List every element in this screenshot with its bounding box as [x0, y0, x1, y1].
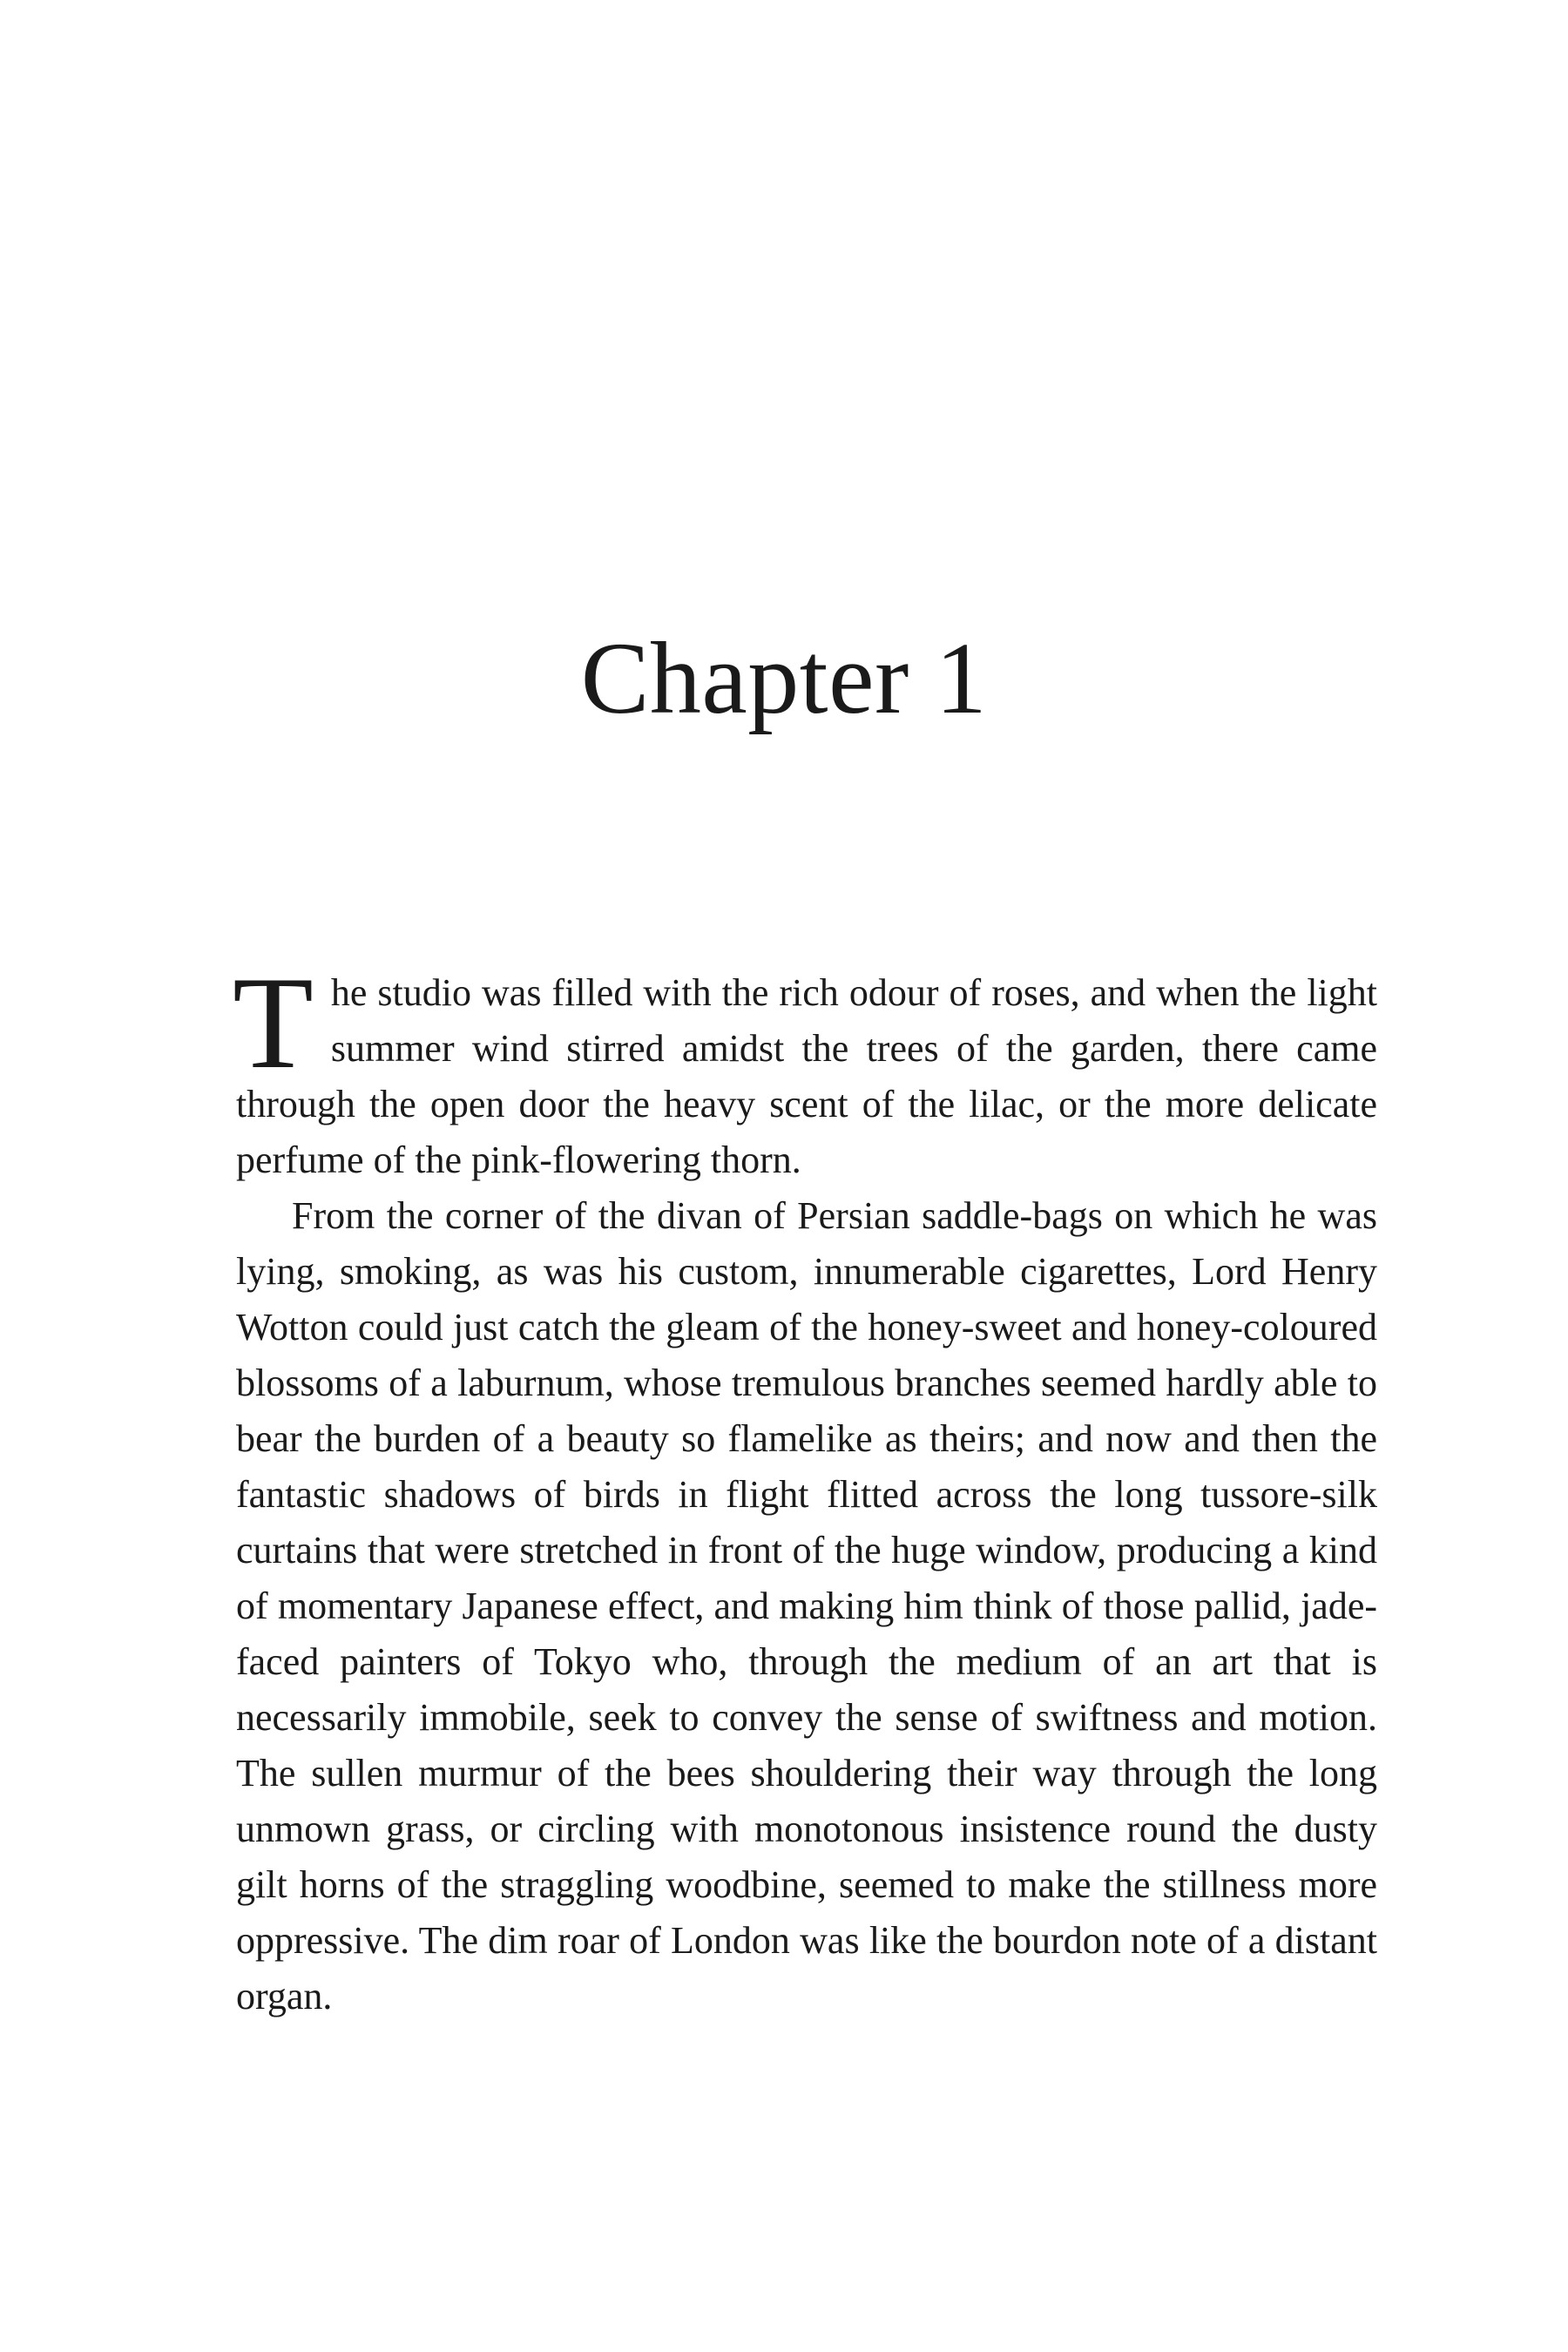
chapter-title: Chapter 1: [580, 621, 988, 735]
paragraph-opening-text: he studio was filled with the rich odour of roses, and when the light summer wind stirred amidst the trees of the garden, there came through the open door the heavy scent of the lilac, or the more delicate perfume of the pink-flowering thorn.: [236, 971, 1377, 1181]
paragraph-second-text: From the corner of the divan of Persian saddle-bags on which he was lying, smoking, as was his custom, innumerable cigarettes, Lord Henry Wotton could just catch the gleam of the honey-sweet and honey-coloured blossoms of a laburnum, whose tremulous branches seemed hardly able to bear the burden of a beauty so flamelike as theirs; and now and then the fantastic shadows of birds in flight flitted across the long tussore-silk curtains that were stretched in front of the huge window, producing a kind of momentary Japanese effect, and making him think of those pallid, jade-faced painters of Tokyo who, through the medium of an art that is necessarily immobile, seek to convey the sense of swiftness and motion. The sullen murmur of the bees shouldering their way through the long unmown grass, or circling with monotonous insistence round the dusty gilt horns of the straggling woodbine, seemed to make the stillness more oppressive. The dim roar of London was like the bourdon note of a distant organ.: [236, 1194, 1377, 2017]
chapter-body: [233, 950, 1377, 2024]
paragraph-second: [236, 1188, 1377, 2024]
paragraph-opening: [233, 950, 1377, 1188]
drop-cap-letter: T: [233, 950, 314, 1096]
